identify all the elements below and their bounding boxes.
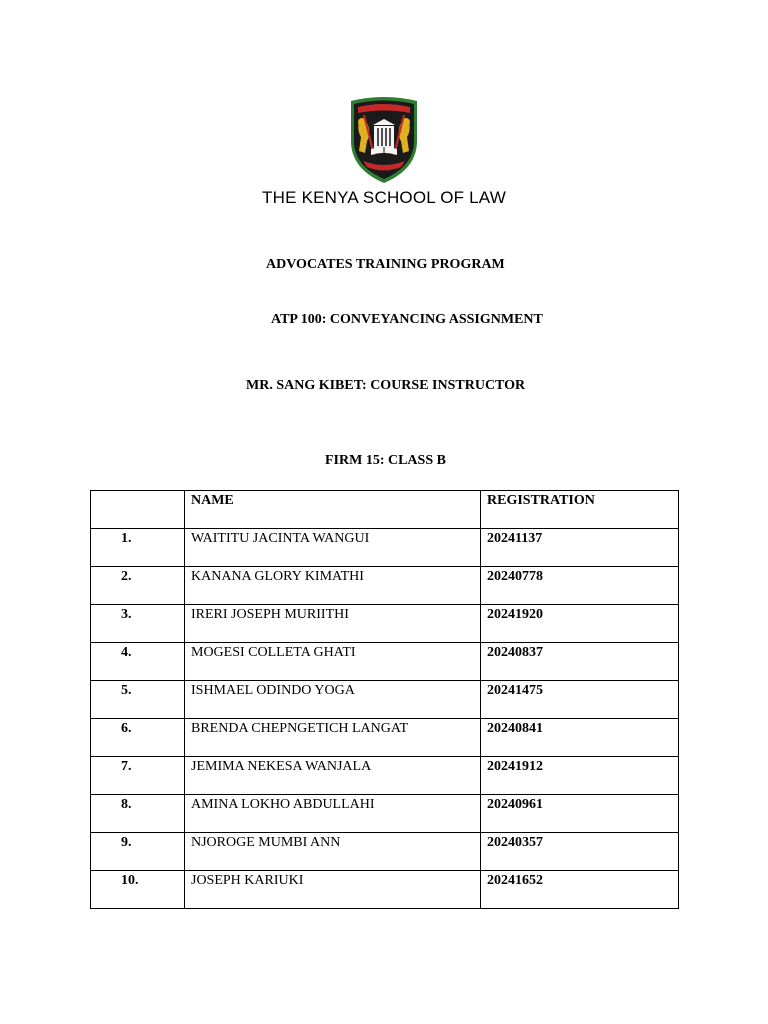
table-row	[91, 871, 679, 909]
row-number: 7.	[91, 757, 185, 795]
registration-number: 20241920	[481, 605, 679, 643]
member-name: MOGESI COLLETA GHATI	[185, 643, 481, 681]
table-row	[91, 529, 679, 567]
row-number: 1.	[91, 529, 185, 567]
table-header-row	[91, 491, 679, 529]
row-number: 6.	[91, 719, 185, 757]
kenya-school-of-law-crest-icon	[347, 95, 421, 185]
instructor-line: MR. SANG KIBET: COURSE INSTRUCTOR	[246, 378, 526, 393]
member-name: ISHMAEL ODINDO YOGA	[185, 681, 481, 719]
table-row	[91, 757, 679, 795]
row-number: 5.	[91, 681, 185, 719]
member-name: JEMIMA NEKESA WANJALA	[185, 757, 481, 795]
registration-number: 20240961	[481, 795, 679, 833]
registration-number: 20240837	[481, 643, 679, 681]
registration-number: 20240778	[481, 567, 679, 605]
row-number: 2.	[91, 567, 185, 605]
members-table	[90, 490, 679, 909]
column-header-name: NAME	[185, 491, 481, 529]
table-row	[91, 833, 679, 871]
registration-number: 20241652	[481, 871, 679, 909]
table-row	[91, 681, 679, 719]
registration-number: 20241137	[481, 529, 679, 567]
table-row	[91, 795, 679, 833]
row-number: 10.	[91, 871, 185, 909]
member-name: BRENDA CHEPNGETICH LANGAT	[185, 719, 481, 757]
row-number: 9.	[91, 833, 185, 871]
program-title: ADVOCATES TRAINING PROGRAM	[266, 257, 505, 272]
firm-class-label: FIRM 15: CLASS B	[325, 453, 446, 468]
member-name: AMINA LOKHO ABDULLAHI	[185, 795, 481, 833]
row-number: 4.	[91, 643, 185, 681]
table-row	[91, 643, 679, 681]
member-name: JOSEPH KARIUKI	[185, 871, 481, 909]
table-row	[91, 719, 679, 757]
table-row	[91, 567, 679, 605]
member-name: KANANA GLORY KIMATHI	[185, 567, 481, 605]
registration-number: 20241912	[481, 757, 679, 795]
member-name: WAITITU JACINTA WANGUI	[185, 529, 481, 567]
row-number: 8.	[91, 795, 185, 833]
registration-number: 20240357	[481, 833, 679, 871]
table-row	[91, 605, 679, 643]
column-header-registration: REGISTRATION	[481, 491, 679, 529]
member-name: IRERI JOSEPH MURIITHI	[185, 605, 481, 643]
column-header-number	[91, 491, 185, 529]
registration-number: 20241475	[481, 681, 679, 719]
member-name: NJOROGE MUMBI ANN	[185, 833, 481, 871]
assignment-title: ATP 100: CONVEYANCING ASSIGNMENT	[271, 312, 543, 327]
row-number: 3.	[91, 605, 185, 643]
registration-number: 20240841	[481, 719, 679, 757]
school-name: THE KENYA SCHOOL OF LAW	[262, 188, 506, 207]
